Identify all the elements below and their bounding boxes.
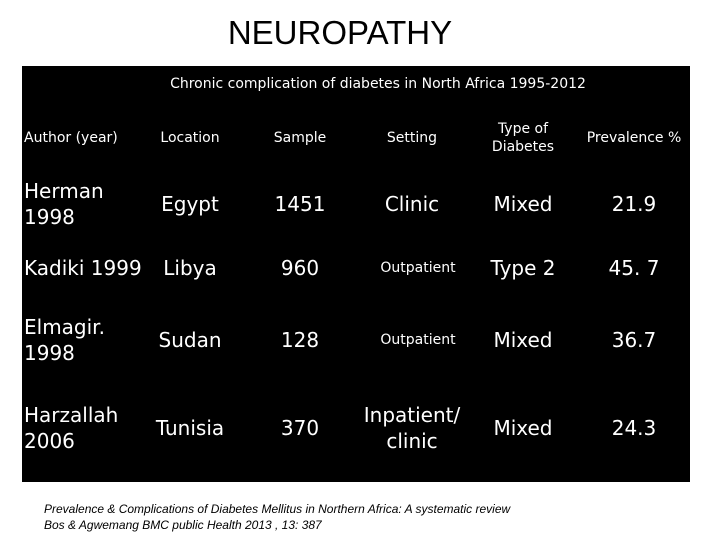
row1-sample: 1451 — [274, 192, 326, 216]
row2-setting: Outpatient — [380, 259, 456, 276]
row2-author: Kadiki 1999 — [24, 256, 142, 280]
row1-location: Egypt — [161, 192, 219, 216]
row4-prevalence: 24.3 — [611, 416, 657, 440]
row1-author: Herman 1998 — [24, 179, 104, 229]
row4-location: Tunisia — [155, 416, 225, 440]
row2-type: Type 2 — [490, 256, 556, 280]
citation-footer — [44, 502, 704, 533]
row2-sample: 960 — [280, 256, 320, 280]
header-location: Location — [160, 129, 220, 146]
row1-setting: Clinic — [384, 192, 440, 216]
header-setting: Setting — [386, 129, 438, 146]
header-author: Author (year) — [24, 129, 118, 146]
row1-type: Mixed — [493, 192, 553, 216]
table-subtitle: Chronic complication of diabetes in North Africa 1995-2012 — [170, 76, 586, 92]
row2-location: Libya — [163, 256, 217, 280]
row3-setting: Outpatient — [380, 331, 456, 348]
row3-prevalence: 36.7 — [611, 328, 657, 352]
table-panel — [22, 66, 690, 482]
row4-sample: 370 — [280, 416, 320, 440]
citation-line-2: Bos & Agwemang BMC public Health 2013 , 13: 387 — [44, 517, 322, 532]
header-prevalence: Prevalence % — [586, 129, 682, 146]
row1-prevalence: 21.9 — [611, 192, 657, 216]
header-sample: Sample — [273, 129, 327, 146]
row2-prevalence: 45. 7 — [608, 256, 660, 280]
row3-location: Sudan — [158, 328, 222, 352]
page-title: NEUROPATHY — [227, 14, 453, 51]
header-type: Type of Diabetes — [491, 120, 555, 155]
row3-sample: 128 — [280, 328, 320, 352]
row4-type: Mixed — [493, 416, 553, 440]
row3-author: Elmagir. 1998 — [24, 315, 105, 365]
row4-setting: Inpatient/ clinic — [363, 403, 461, 453]
citation-line-1: Prevalence & Complications of Diabetes Mellitus in Northern Africa: A systematic review — [44, 502, 511, 516]
row4-author: Harzallah 2006 — [24, 403, 119, 453]
row3-type: Mixed — [493, 328, 553, 352]
